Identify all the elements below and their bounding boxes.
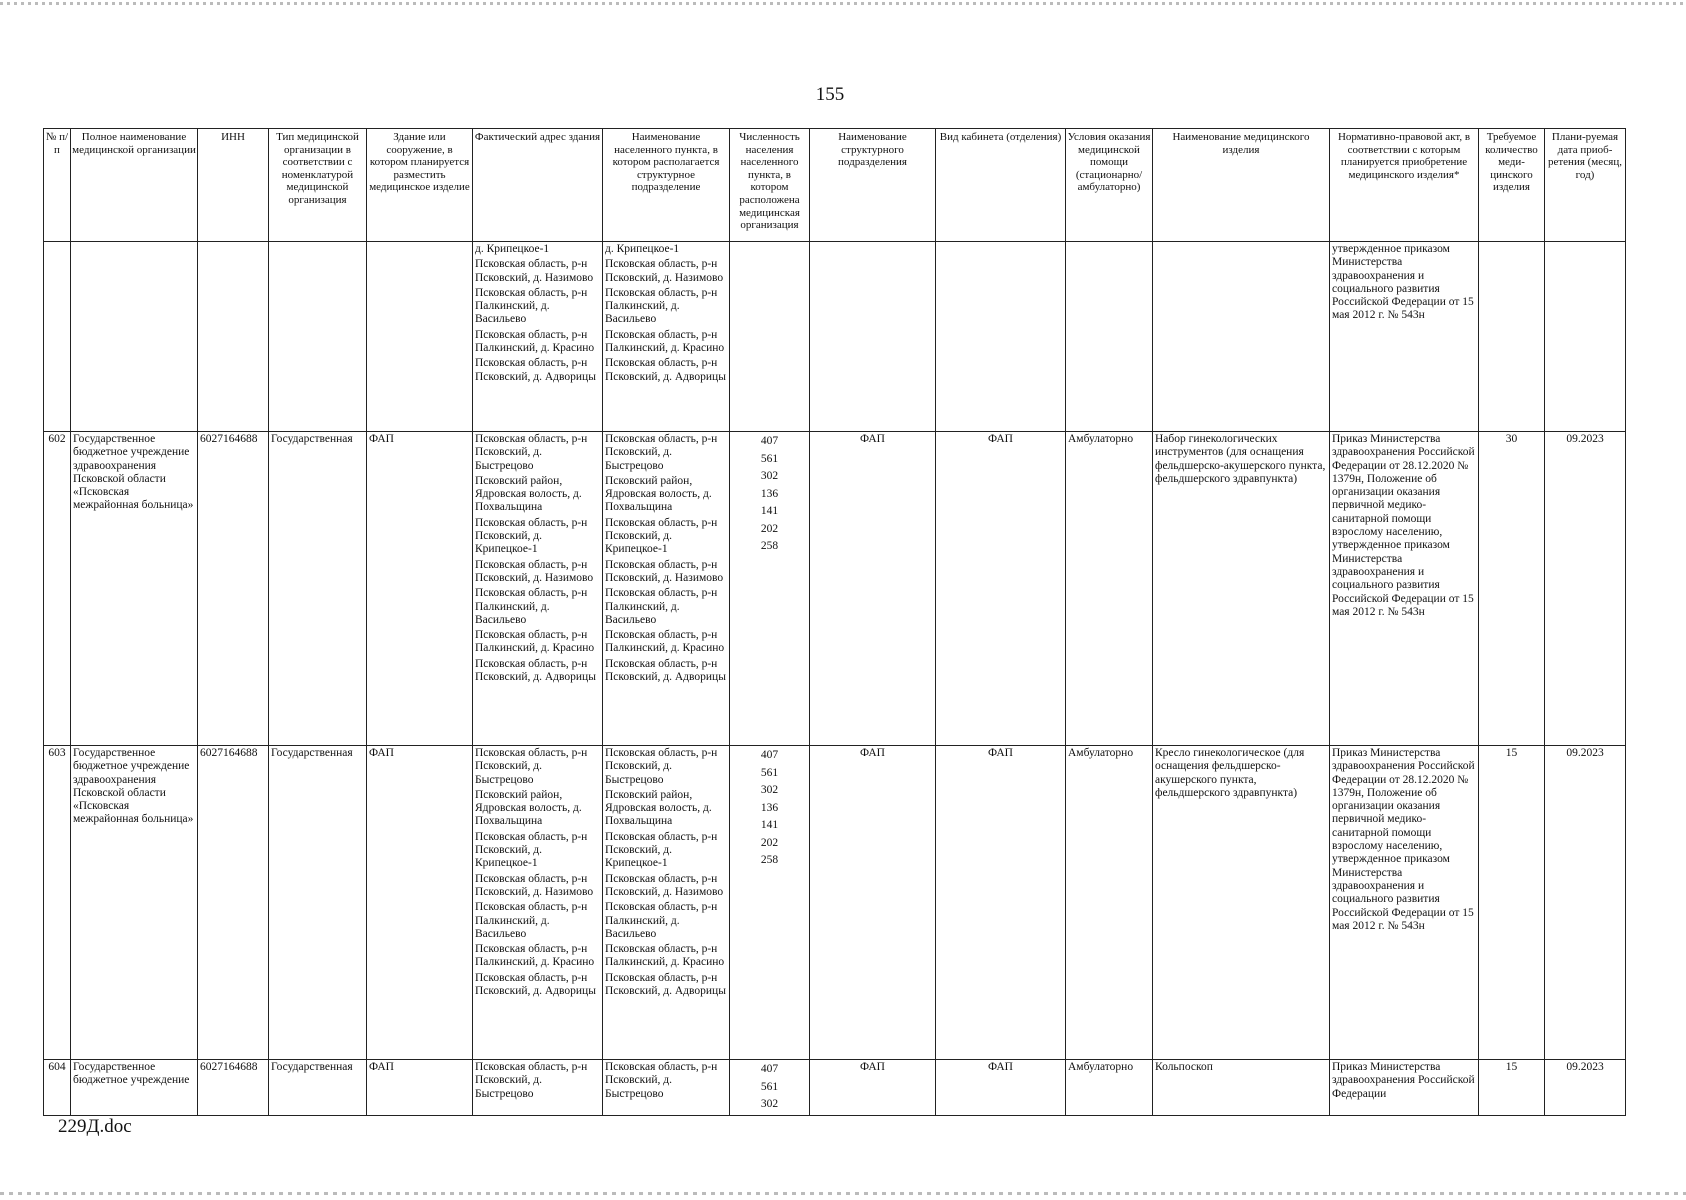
col-header-type: Тип медицинской организации в соответствии с номенклатурой медицинской организация <box>269 129 367 242</box>
settlement-item: Псковская область, р-н Псковский, д. Крипецкое-1 <box>605 516 718 556</box>
col-header-act: Нормативно-правовой акт, в соответствии с которым планируется приобретение медицинского изделия* <box>1330 129 1479 242</box>
population-value: 141 <box>760 505 779 517</box>
quantity: 15 <box>1479 746 1545 1060</box>
settlement-item: Псковская область, р-н Псковский, д. Назимово <box>605 258 724 284</box>
population-value: 407 <box>760 1063 779 1075</box>
col-header-building: Здание или сооружение, в котором планируется разместить медицинское изделие <box>367 129 473 242</box>
settlement-item: Псковская область, р-н Псковский, д. Крипецкое-1 <box>605 830 718 870</box>
care-conditions: Амбулаторно <box>1066 432 1153 746</box>
address-item: Псковская область, р-н Псковский, д. Назимово <box>475 872 594 898</box>
care-conditions: Амбулаторно <box>1066 746 1153 1060</box>
scan-edge-top <box>0 2 1686 5</box>
address-item: Псковская область, р-н Палкинский, д. Васильево <box>475 286 588 326</box>
settlement-item: Псковская область, р-н Псковский, д. Быстрецово <box>605 433 718 472</box>
settlement-item: Псковская область, р-н Палкинский, д. Красино <box>605 629 725 655</box>
settlement-item: Псковская область, р-н Псковский, д. Назимово <box>605 872 724 898</box>
population-value: 136 <box>760 487 779 500</box>
settlement-item: Псковская область, р-н Псковский, д. Адворицы <box>605 357 726 383</box>
population-value: 407 <box>760 749 779 761</box>
settlement-item: Псковская область, р-н Псковский, д. Адворицы <box>605 657 726 684</box>
org-type: Государственная <box>269 1060 367 1116</box>
row-number: 604 <box>44 1060 71 1116</box>
table-row <box>44 746 1626 1060</box>
address-item: Псковская область, р-н Псковский, д. Адворицы <box>475 357 596 383</box>
settlement-cell <box>603 432 730 746</box>
table-row <box>44 1060 1626 1116</box>
address-item: д. Крипецкое-1 <box>475 243 550 255</box>
org-type: Государственная <box>269 746 367 1060</box>
settlement-item: Псковская область, р-н Палкинский, д. Красино <box>605 328 725 355</box>
population-value: 407 <box>760 435 779 447</box>
settlement-cell <box>603 1060 730 1116</box>
page-number: 155 <box>815 84 845 105</box>
purchase-date: 09.2023 <box>1545 1060 1626 1116</box>
inn: 6027164688 <box>198 432 269 746</box>
population-value: 202 <box>760 522 779 535</box>
scan-edge-bottom <box>0 1192 1686 1195</box>
col-header-num: № п/п <box>44 129 71 242</box>
inn: 6027164688 <box>198 746 269 1060</box>
address-item: Псковская область, р-н Палкинский, д. Красино <box>475 943 595 969</box>
settlement-cell <box>603 746 730 1060</box>
org-name: Государственное бюджетное учреждение здравоохранения Псковской области «Псковская межрайонная больница» <box>71 432 198 746</box>
quantity: 15 <box>1479 1060 1545 1116</box>
row-number: 602 <box>44 432 71 746</box>
col-header-inn: ИНН <box>198 129 269 242</box>
settlement-item: Псковская область, р-н Палкинский, д. Васильево <box>605 286 718 326</box>
act-cell: Приказ Министерства здравоохранения Российской Федерации от 28.12.2020 № 1379н, Положение об организации оказания первичной медико-санитарной помощи взрослому населению, утвержденное приказом Министерства здравоохранения и социального развития Российской Федерации от 15 мая 2012 г. № 543н <box>1330 432 1479 746</box>
device-name: Кольпоскоп <box>1153 1060 1330 1116</box>
col-header-population: Численность населения населенного пункта, в котором расположена медицинская организация <box>730 129 810 242</box>
building: ФАП <box>367 1060 473 1116</box>
population-value: 561 <box>760 1080 779 1093</box>
address-item: Псковская область, р-н Псковский, д. Быстрецово <box>475 1061 588 1100</box>
header-row <box>44 129 1626 242</box>
address-item: Псковский район, Ядровская волость, д. Похвальщина <box>475 788 582 828</box>
col-header-device: Наименование медицинского изделия <box>1153 129 1330 242</box>
address-item: Псковская область, р-н Палкинский, д. Красино <box>475 328 595 355</box>
inn: 6027164688 <box>198 1060 269 1116</box>
address-cell <box>473 1060 603 1116</box>
building: ФАП <box>367 432 473 746</box>
settlement-item: Псковская область, р-н Палкинский, д. Васильево <box>605 901 718 940</box>
col-header-unit: Наименование структурного подразделения <box>810 129 936 242</box>
address-item: Псковская область, р-н Псковский, д. Быстрецово <box>475 747 588 786</box>
act-cell: Приказ Министерства здравоохранения Российской Федерации от 28.12.2020 № 1379н, Положение об организации оказания первичной медико-санитарной помощи взрослому населению, утвержденное приказом Министерства здравоохранения и социального развития Российской Федерации от 15 мая 2012 г. № 543н <box>1330 746 1479 1060</box>
purchase-date: 09.2023 <box>1545 746 1626 1060</box>
unit-name: ФАП <box>810 746 936 1060</box>
population-cell <box>730 432 810 746</box>
settlement-item: Псковская область, р-н Палкинский, д. Красино <box>605 943 725 969</box>
population-value: 136 <box>760 801 779 814</box>
address-item: Псковская область, р-н Псковский, д. Назимово <box>475 558 594 584</box>
address-cell <box>473 432 603 746</box>
settlement-item: Псковская область, р-н Псковский, д. Назимово <box>605 558 724 584</box>
population-value: 202 <box>760 836 779 849</box>
population-value: 141 <box>760 819 779 831</box>
unit-name: ФАП <box>810 432 936 746</box>
population-cell <box>730 1060 810 1116</box>
col-header-date: Плани-руемая дата приоб-ретения (месяц, год) <box>1545 129 1626 242</box>
settlement-item: д. Крипецкое-1 <box>605 243 680 255</box>
population-value: 302 <box>760 1098 779 1110</box>
care-conditions: Амбулаторно <box>1066 1060 1153 1116</box>
org-type: Государственная <box>269 432 367 746</box>
population-value: 302 <box>760 784 779 796</box>
address-item: Псковская область, р-н Палкинский, д. Красино <box>475 629 595 655</box>
cabinet-type: ФАП <box>936 1060 1066 1116</box>
population-value: 258 <box>760 854 779 866</box>
address-cell <box>473 242 603 432</box>
address-item: Псковская область, р-н Псковский, д. Назимово <box>475 258 594 284</box>
address-item: Псковская область, р-н Палкинский, д. Васильево <box>475 587 588 626</box>
settlement-item: Псковский район, Ядровская волость, д. Похвальщина <box>605 474 712 514</box>
row-number: 603 <box>44 746 71 1060</box>
settlement-item: Псковская область, р-н Псковский, д. Быстрецово <box>605 1061 718 1100</box>
medical-device-table <box>43 128 1626 1116</box>
address-cell <box>473 746 603 1060</box>
cabinet-type: ФАП <box>936 432 1066 746</box>
address-item: Псковская область, р-н Псковский, д. Адворицы <box>475 971 596 998</box>
org-name: Государственное бюджетное учреждение здравоохранения Псковской области «Псковская межрайонная больница» <box>71 746 198 1060</box>
col-header-conditions: Условия оказания медицинской помощи (стационарно/ амбулаторно) <box>1066 129 1153 242</box>
settlement-cell <box>603 242 730 432</box>
address-item: Псковская область, р-н Псковский, д. Адворицы <box>475 657 596 684</box>
table-row-continuation <box>44 242 1626 432</box>
settlement-item: Псковская область, р-н Псковский, д. Адворицы <box>605 971 726 998</box>
device-name: Кресло гинекологическое (для оснащения фельдшерско-акушерского пункта, фельдшерского здравпункта) <box>1153 746 1330 1060</box>
settlement-item: Псковский район, Ядровская волость, д. Похвальщина <box>605 788 712 828</box>
purchase-date: 09.2023 <box>1545 432 1626 746</box>
population-value: 258 <box>760 540 779 552</box>
quantity: 30 <box>1479 432 1545 746</box>
col-header-qty: Требуемое количество меди-цинского изделия <box>1479 129 1545 242</box>
address-item: Псковская область, р-н Палкинский, д. Васильево <box>475 901 588 940</box>
col-header-org: Полное наименование медицинской организации <box>71 129 198 242</box>
cabinet-type: ФАП <box>936 746 1066 1060</box>
population-cell <box>730 746 810 1060</box>
footer-filename: 229Д.doc <box>58 1116 132 1137</box>
building: ФАП <box>367 746 473 1060</box>
act-cell: утвержденное приказом Министерства здравоохранения и социального развития Российской Федерации от 15 мая 2012 г. № 543н <box>1330 242 1479 432</box>
population-value: 561 <box>760 452 779 465</box>
population-value: 302 <box>760 470 779 482</box>
settlement-item: Псковская область, р-н Псковский, д. Быстрецово <box>605 747 718 786</box>
device-name: Набор гинекологических инструментов (для оснащения фельдшерско-акушерского пункта, фельдшерского здравпункта) <box>1153 432 1330 746</box>
col-header-address: Фактический адрес здания <box>473 129 603 242</box>
act-cell: Приказ Министерства здравоохранения Российской Федерации <box>1330 1060 1479 1116</box>
unit-name: ФАП <box>810 1060 936 1116</box>
address-item: Псковский район, Ядровская волость, д. Похвальщина <box>475 474 582 514</box>
settlement-item: Псковская область, р-н Палкинский, д. Васильево <box>605 587 718 626</box>
address-item: Псковская область, р-н Псковский, д. Крипецкое-1 <box>475 516 588 556</box>
col-header-cabinet: Вид кабинета (отделения) <box>936 129 1066 242</box>
org-name: Государственное бюджетное учреждение <box>71 1060 198 1116</box>
table-row <box>44 432 1626 746</box>
address-item: Псковская область, р-н Псковский, д. Быстрецово <box>475 433 588 472</box>
population-value: 561 <box>760 766 779 779</box>
col-header-settlement: Наименование населенного пункта, в котором располагается структурное подразделение <box>603 129 730 242</box>
address-item: Псковская область, р-н Псковский, д. Крипецкое-1 <box>475 830 588 870</box>
